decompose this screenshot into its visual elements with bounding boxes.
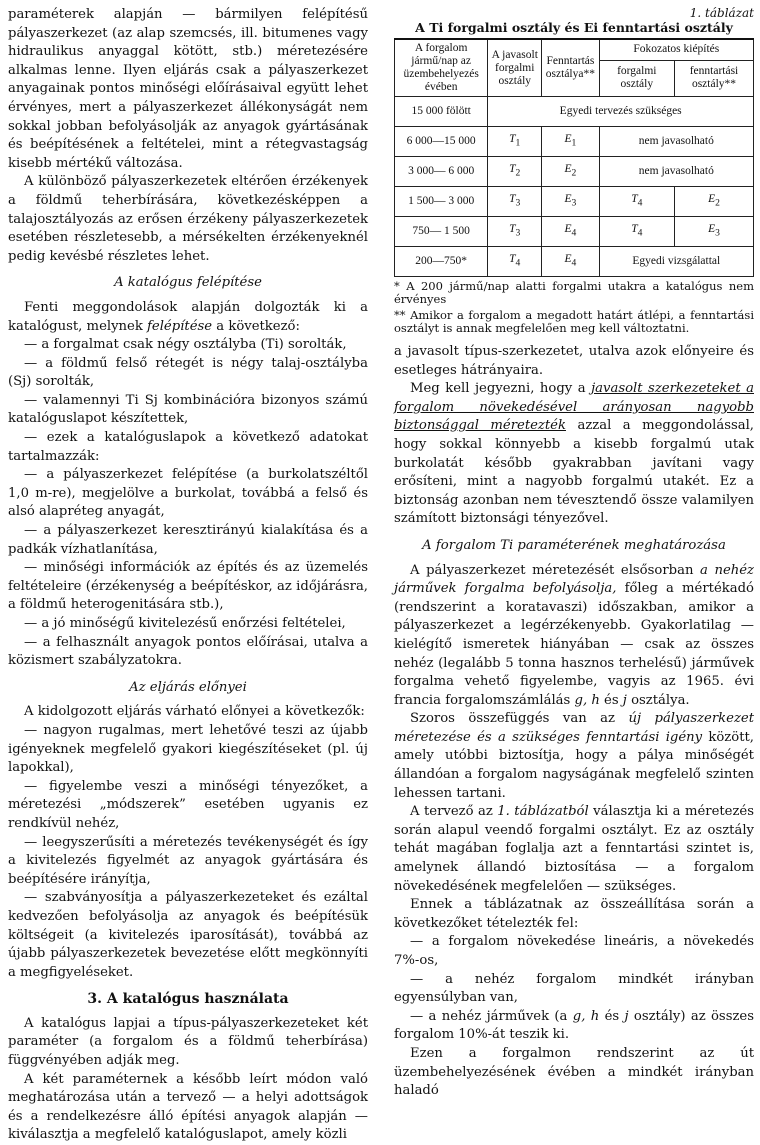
cell-fok: nem javasolható [599,157,753,187]
list-item: — a pályaszerkezet felépítése (a burkolatszéltől 1,0 m-re), megjelölve a burkolat, továbbá a felső és alsó alapréteg anyagát, [8,467,368,520]
header-fok-forgalmi: forgalmi osztály [599,60,674,96]
paragraph: A két paraméternek a később leírt módon való meghatározása után a tervező — a helyi adottságok és a rendelkezésre álló építési anyagok alapján — kiválasztja a megfelelő katalóguslapot, amely közli [8,1071,368,1143]
table-row [395,127,754,157]
section-heading: 3. A katalógus használata [87,991,289,1008]
list-item: — valamennyi Ti Sj kombinációra bizonyos számú katalóguslapot készítettek, [8,392,368,427]
left-column [8,6,368,1145]
list-item: — a nehéz forgalom mindkét irányban egyensúlyban van, [394,971,754,1006]
cell-forgalom: 200—750* [395,247,488,277]
table-caption: 1. táblázat [689,6,754,20]
cell-e: $E_4$ [542,247,599,277]
table-note: ** Amikor a forgalom a megadott határt átlépi, a fenntartási osztályt is annak megfelelően meg kell változtatni. [394,308,754,335]
cell-forgalom: 3 000— 6 000 [395,157,488,187]
cell-fok: nem javasolható [599,127,753,157]
cell-fok-t: $T_4$ [599,187,674,217]
list-item: — szabványosítja a pályaszerkezeteket és ezáltal kedvezően befolyásolja az anyagok és beépítésük költségeit (a kivitelezés iparosítását), továbbá az újabb pályaszerkezetek bevezetése előtt megkönnyíti a megfigyeléseket. [8,890,368,980]
list-item: — a forgalmat csak négy osztályba (Ti) sorolták, [24,337,347,353]
cell-fok-e: $E_3$ [674,217,753,247]
paragraph: paraméterek alapján — bármilyen felépítésű pályaszerkezet (az alap szemcsés, ill. bitumenes vagy hidraulikus anyaggal kötött, stb.) méretezésére alkalmas lenne. Ilyen eljárás csak a pályaszerkezet anyagainak pontos minőségi előírásaival együtt lehet érvényes, mert a pályaszerkezet állékonyságát nem sokkal jobban befolyásolják az anyagok gyártásának és beépítésének a feltételei, mint a rétegvastagság kisebb mértékű változása. [8,7,368,171]
cell-forgalom: 750— 1 500 [395,217,488,247]
paragraph: A tervező az 1. táblázatból választja ki a méretezés során alapul veendő forgalmi osztályt. Ez az osztály tehát magában foglalja azt a fenntartási szintet is, amelynek állandó biztosítása — a forgalom növekedésének megfelelően — szükséges. [394,804,754,894]
paragraph: Ezen a forgalmon rendszerint az út üzembehelyezésének évében a mindkét irányban haladó [394,1045,754,1099]
table-row [395,157,754,187]
cell-e: $E_3$ [542,187,599,217]
list-item: — a jó minőségű kivitelezésű enőrzési feltételei, [24,616,346,631]
paragraph: Meg kell jegyezni, hogy a javasolt szerkezeteket a forgalom növekedésével arányosan nagyobb biztonsággal méretezték azzal a meggondolással, hogy sokkal könnyebb a kisebb forgalmú utak burkolatát később gyakrabban javítani vagy erősíteni, mint a nagyobb forgalmú utakét. Ez a biztonság azonban nem tévesztendő össze valamilyen számított biztonsági tényezővel. [394,381,754,527]
cell-merged: Egyedi tervezés szükséges [488,97,754,127]
list-item: — ezek a katalóguslapok a következő adatokat tartalmazzák: [8,430,368,464]
cell-fok-e: $E_2$ [674,187,753,217]
cell-t: $T_3$ [488,217,542,247]
paragraph: Fenti meggondolások alapján dolgozták ki a katalógust, melynek felépítése a következő: [8,299,368,334]
paragraph: a javasolt típus-szerkezetet, utalva azok előnyeire és esetleges hátrányaira. [394,344,754,378]
table-note: * A 200 jármű/nap alatti forgalmi utakra a katalógus nem érvényes [394,279,754,306]
header-fokozatos: Fokozatos kiépítés [599,39,753,60]
header-forgalom: A forgalom jármű/nap az üzembehelyezés évében [395,39,488,97]
cell-forgalom: 6 000—15 000 [395,127,488,157]
cell-forgalom: 15 000 fölött [395,97,488,127]
list-item: — nagyon rugalmas, mert lehetővé teszi az újabb igényeknek megfelelő gyakori kiegészítéseket (pl. új lapokkal), [8,722,368,776]
list-item: — leegyszerűsíti a méretezés tevékenységét és így a kivitelezés figyelmét az anyagok gyártására és beépítésére irányítja, [8,834,368,887]
list-item: — minőségi információk az építés és az üzemelés feltételeire (érzékenység a beépítéskor, az időjárásra, a földmű heterogenitására stb.), [8,560,368,613]
table-row [395,97,754,127]
header-javasolt: A javasolt forgalmi osztály [488,39,542,97]
section-heading: A katalógus felépítése [114,275,262,291]
list-item: — figyelembe veszi a minőségi tényezőket, a méretezési „módszerek” esetében ugyanis ez rendkívül nehéz, [8,778,368,831]
section-heading: Az eljárás előnyei [129,679,247,695]
cell-e: $E_4$ [542,217,599,247]
list-item: — a pályaszerkezet keresztirányú kialakítása és a padkák vízhatlanítása, [8,523,368,557]
list-item: — a felhasznált anyagok pontos előírásai, utalva a közismert szabályzatokra. [8,634,368,669]
header-fok-fenntartasi: fenntartási osztály** [674,60,753,96]
paragraph: Ennek a táblázatnak az összeállítása során a következőket tételezték fel: [394,897,754,931]
cell-t: $T_2$ [488,157,542,187]
cell-e: $E_2$ [542,157,599,187]
cell-t: $T_1$ [488,127,542,157]
section-heading: A forgalom Ti paraméterének meghatározása [422,537,726,553]
header-fenntartas: Fenntartás osztálya** [542,39,599,97]
cell-forgalom: 1 500— 3 000 [395,187,488,217]
right-column [394,6,754,1101]
table-row [395,247,754,277]
paragraph: Szoros összefüggés van az új pályaszerkezet méretezése és a szükséges fenntartási igény között, amely utóbbi biztosítja, hogy a pálya minőségét állandóan a forgalom nagyságának megfelelő szinten lehessen tartani. [394,711,755,801]
cell-e: $E_1$ [542,127,599,157]
cell-fok-t: $T_4$ [599,217,674,247]
list-item: — a forgalom növekedése lineáris, a növekedés 7%-os, [394,934,754,968]
table-row [395,217,754,247]
traffic-class-table [394,38,754,277]
table-title: A Ti forgalmi osztály és Ei fenntartási osztály [415,20,733,35]
list-item: — a földmű felső rétegét is négy talaj-osztályba (Sj) sorolták, [8,355,368,390]
cell-t: $T_4$ [488,247,542,277]
paragraph: A katalógus lapjai a típus-pályaszerkezeteket két paraméter (a forgalom és a földmű teherbírása) függvényében adják meg. [8,1015,368,1069]
paragraph: A különböző pályaszerkezetek eltérően érzékenyek a földmű teherbírására, következésképpen a talajosztályozás az erősen érzékeny pályaszerkezetek esetében részletesebb, a mérsékelten érzékenyeknél pedig kevésbé részletes lehet. [8,174,368,264]
paragraph: A pályaszerkezet méretezését elsősorban a nehéz járművek forgalma befolyásolja, főleg a mértékadó (rendszerint a koratavaszi) időszakban, amikor a pályaszerkezet a legérzékenyebb. Gyakorlatilag — kielégítő ismeretek hiányában — csak az összes nehéz (legalább 5 tonna hasznos terhelésű) járművek forgalma vehető figyelembe, vagyis az 1965. évi francia forgalomszámlálás g, h és j osztálya. [394,562,754,708]
cell-fok: Egyedi vizsgálattal [599,247,753,277]
list-item: — a nehéz járművek (a g, h és j osztály) az összes forgalom 10%-át teszik ki. [394,1008,754,1043]
cell-t: $T_3$ [488,187,542,217]
paragraph: A kidolgozott eljárás várható előnyei a következők: [24,704,365,720]
table-row [395,187,754,217]
